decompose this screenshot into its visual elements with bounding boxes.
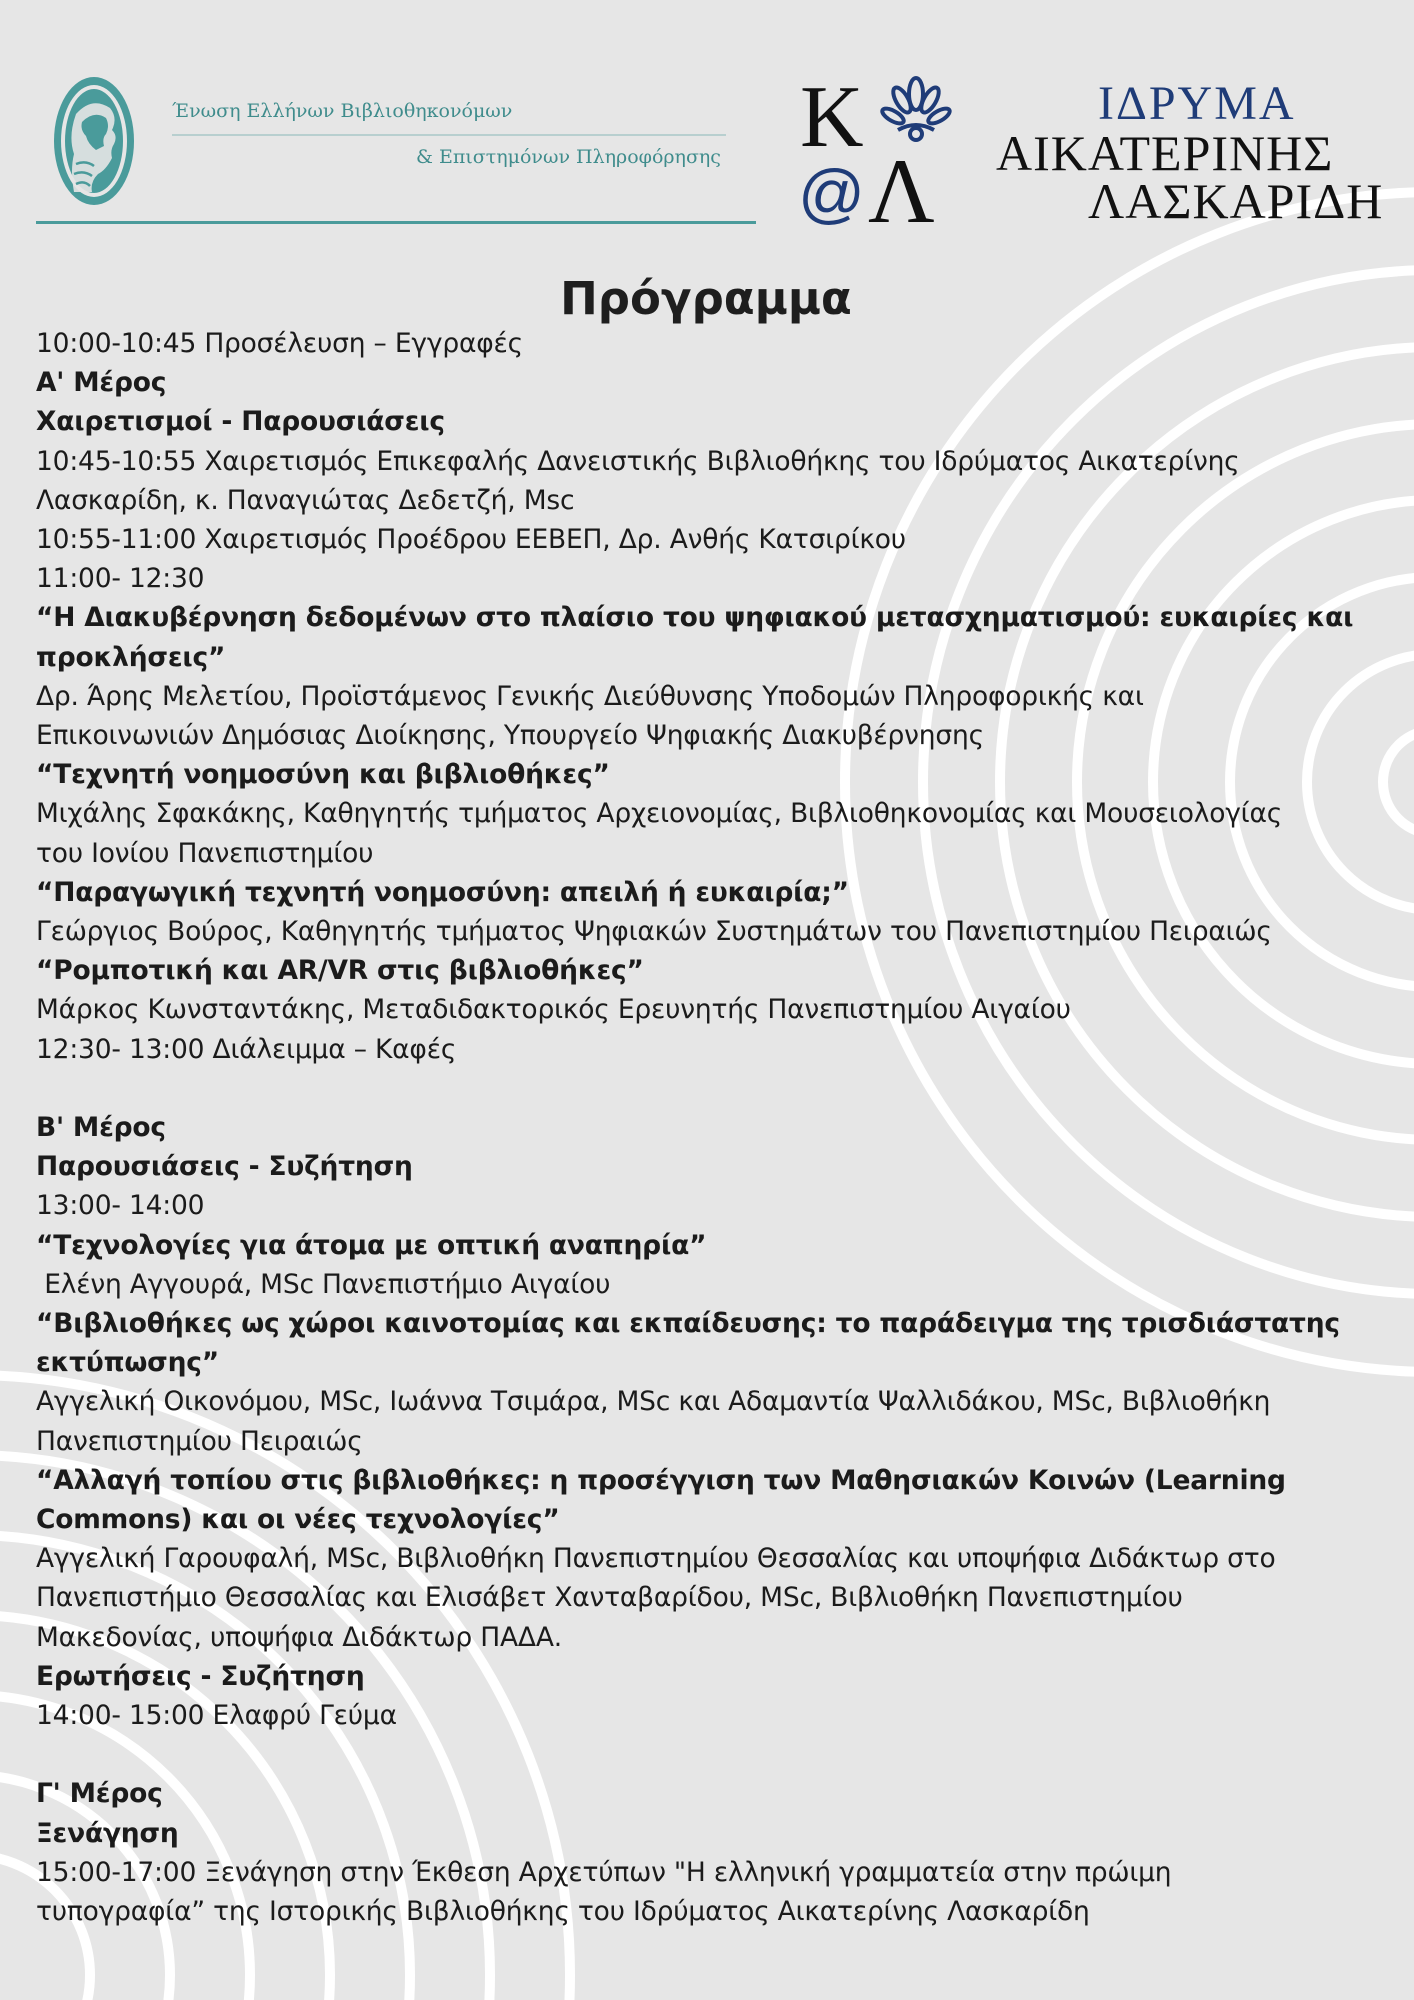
schedule-line: 10:45-10:55 Χαιρετισμός Επικεφαλής Δανειστικής Βιβλιοθήκης του Ιδρύματος Αικατερίνης: [36, 445, 1240, 477]
speaker-line: Ελένη Αγγουρά, MSc Πανεπιστήμιο Αιγαίου: [36, 1268, 611, 1300]
schedule-line: 15:00-17:00 Ξενάγηση στην Έκθεση Αρχετύπων "Η ελληνική γραμματεία στην πρώιμη: [36, 1856, 1172, 1888]
section-heading: Γ' Μέρος: [36, 1778, 163, 1810]
speaker-line: Επικοινωνιών Δημόσιας Διοίκησης, Υπουργείο Ψηφιακής Διακυβέρνησης: [36, 720, 984, 752]
spacer: [36, 1069, 1396, 1108]
monogram-k: Κ: [800, 72, 864, 166]
talk-title: “Παραγωγική τεχνητή νοημοσύνη: απειλή ή ευκαιρία;”: [36, 876, 849, 908]
programme: [36, 268, 1396, 1931]
section-subheading: Παρουσιάσεις - Συζήτηση: [36, 1151, 413, 1183]
speaker-line: Μάρκος Κωνσταντάκης, Μεταδιδακτορικός Ερευνητής Πανεπιστημίου Αιγαίου: [36, 994, 1071, 1026]
talk-title: “Αλλαγή τοπίου στις βιβλιοθήκες: η προσέγγιση των Μαθησιακών Κοινών (Learning: [36, 1464, 1286, 1496]
speaker-line: Αγγελική Γαρουφαλή, MSc, Βιβλιοθήκη Πανεπιστημίου Θεσσαλίας και υποψήφια Διδάκτωρ στο: [36, 1543, 1276, 1575]
schedule-line: 11:00- 12:30: [36, 563, 205, 595]
schedule-line: 14:00- 15:00 Ελαφρύ Γεύμα: [36, 1700, 397, 1732]
schedule-line: τυπογραφία” της Ιστορικής Βιβλιοθήκης του Ιδρύματος Αικατερίνης Λασκαρίδη: [36, 1896, 1090, 1928]
header-underline: [36, 221, 756, 224]
divider: [172, 134, 726, 136]
talk-title: προκλήσεις”: [36, 641, 226, 673]
talk-title: “Βιβλιοθήκες ως χώροι καινοτομίας και εκπαίδευσης: το παράδειγμα της τρισδιάστατης: [36, 1308, 1340, 1340]
talk-title: Commons) και οι νέες τεχνολογίες”: [36, 1504, 560, 1536]
anthemion-flower-icon: [880, 78, 952, 140]
talk-title: “Η Διακυβέρνηση δεδομένων στο πλαίσιο του ψηφιακού μετασχηματισμού: ευκαιρίες και: [36, 602, 1354, 634]
foundation-line3: ΛΑΣΚΑΡΙΔΗ: [1088, 173, 1384, 229]
section-subheading: Ερωτήσεις - Συζήτηση: [36, 1660, 365, 1692]
section-subheading: Χαιρετισμοί - Παρουσιάσεις: [36, 406, 445, 438]
speaker-line: Μακεδονίας, υποψήφια Διδάκτωρ ΠΑΔΑ.: [36, 1621, 562, 1653]
schedule-line: 13:00- 14:00: [36, 1190, 205, 1222]
schedule-line: 10:55-11:00 Χαιρετισμός Προέδρου ΕΕΒΕΠ, Δρ. Ανθής Κατσιρίκου: [36, 524, 906, 556]
athena-medallion-logo: [52, 74, 136, 208]
talk-title: “Ρομποτική και AR/VR στις βιβλιοθήκες”: [36, 955, 644, 987]
speaker-line: Μιχάλης Σφακάκης, Καθηγητής τμήματος Αρχειονομίας, Βιβλιοθηκονομίας και Μουσειολογίας: [36, 798, 1283, 830]
schedule-line: 12:30- 13:00 Διάλειμμα – Καφές: [36, 1033, 457, 1065]
section-subheading: Ξενάγηση: [36, 1817, 179, 1849]
speaker-line: Γεώργιος Βούρος, Καθηγητής τμήματος Ψηφιακών Συστημάτων του Πανεπιστημίου Πειραιώς: [36, 916, 1272, 948]
speaker-line: του Ιονίου Πανεπιστημίου: [36, 837, 374, 869]
kl-monogram-logo: [798, 72, 958, 230]
schedule-line: Λασκαρίδη, κ. Παναγιώτας Δεδετζή, Msc: [36, 484, 575, 516]
monogram-lambda: Λ: [868, 140, 935, 230]
union-name-line2: & Επιστημόνων Πληροφόρησης: [416, 146, 721, 168]
monogram-at: @: [798, 156, 865, 230]
speaker-line: Πανεπιστημίου Πειραιώς: [36, 1425, 363, 1457]
union-name-line1: Ένωση Ελλήνων Βιβλιοθηκονόμων: [172, 100, 513, 122]
talk-title: “Τεχνητή νοημοσύνη και βιβλιοθήκες”: [36, 759, 610, 791]
foundation-line2: ΑΙΚΑΤΕΡΙΝΗΣ: [996, 125, 1334, 181]
section-heading: Α' Μέρος: [36, 367, 167, 399]
spacer: [36, 1735, 1396, 1774]
header: [0, 0, 1414, 240]
speaker-line: Δρ. Άρης Μελετίου, Προϊστάμενος Γενικής Διεύθυνσης Υποδομών Πληροφορικής και: [36, 680, 1144, 712]
speaker-line: Αγγελική Οικονόμου, MSc, Ιωάννα Τσιμάρα, MSc και Αδαμαντία Ψαλλιδάκου, MSc, Βιβλιοθήκη: [36, 1386, 1271, 1418]
page-title: Πρόγραμμα: [560, 272, 852, 325]
speaker-line: Πανεπιστήμιο Θεσσαλίας και Ελισάβετ Χανταβαρίδου, MSc, Βιβλιοθήκη Πανεπιστημίου: [36, 1582, 1183, 1614]
talk-title: εκτύπωσης”: [36, 1347, 220, 1379]
schedule-line: 10:00-10:45 Προσέλευση – Εγγραφές: [36, 328, 523, 359]
foundation-line1: ΙΔΡΥΜΑ: [1098, 77, 1296, 130]
talk-title: “Τεχνολογίες για άτομα με οπτική αναπηρία”: [36, 1229, 707, 1261]
section-heading: Β' Μέρος: [36, 1112, 166, 1144]
